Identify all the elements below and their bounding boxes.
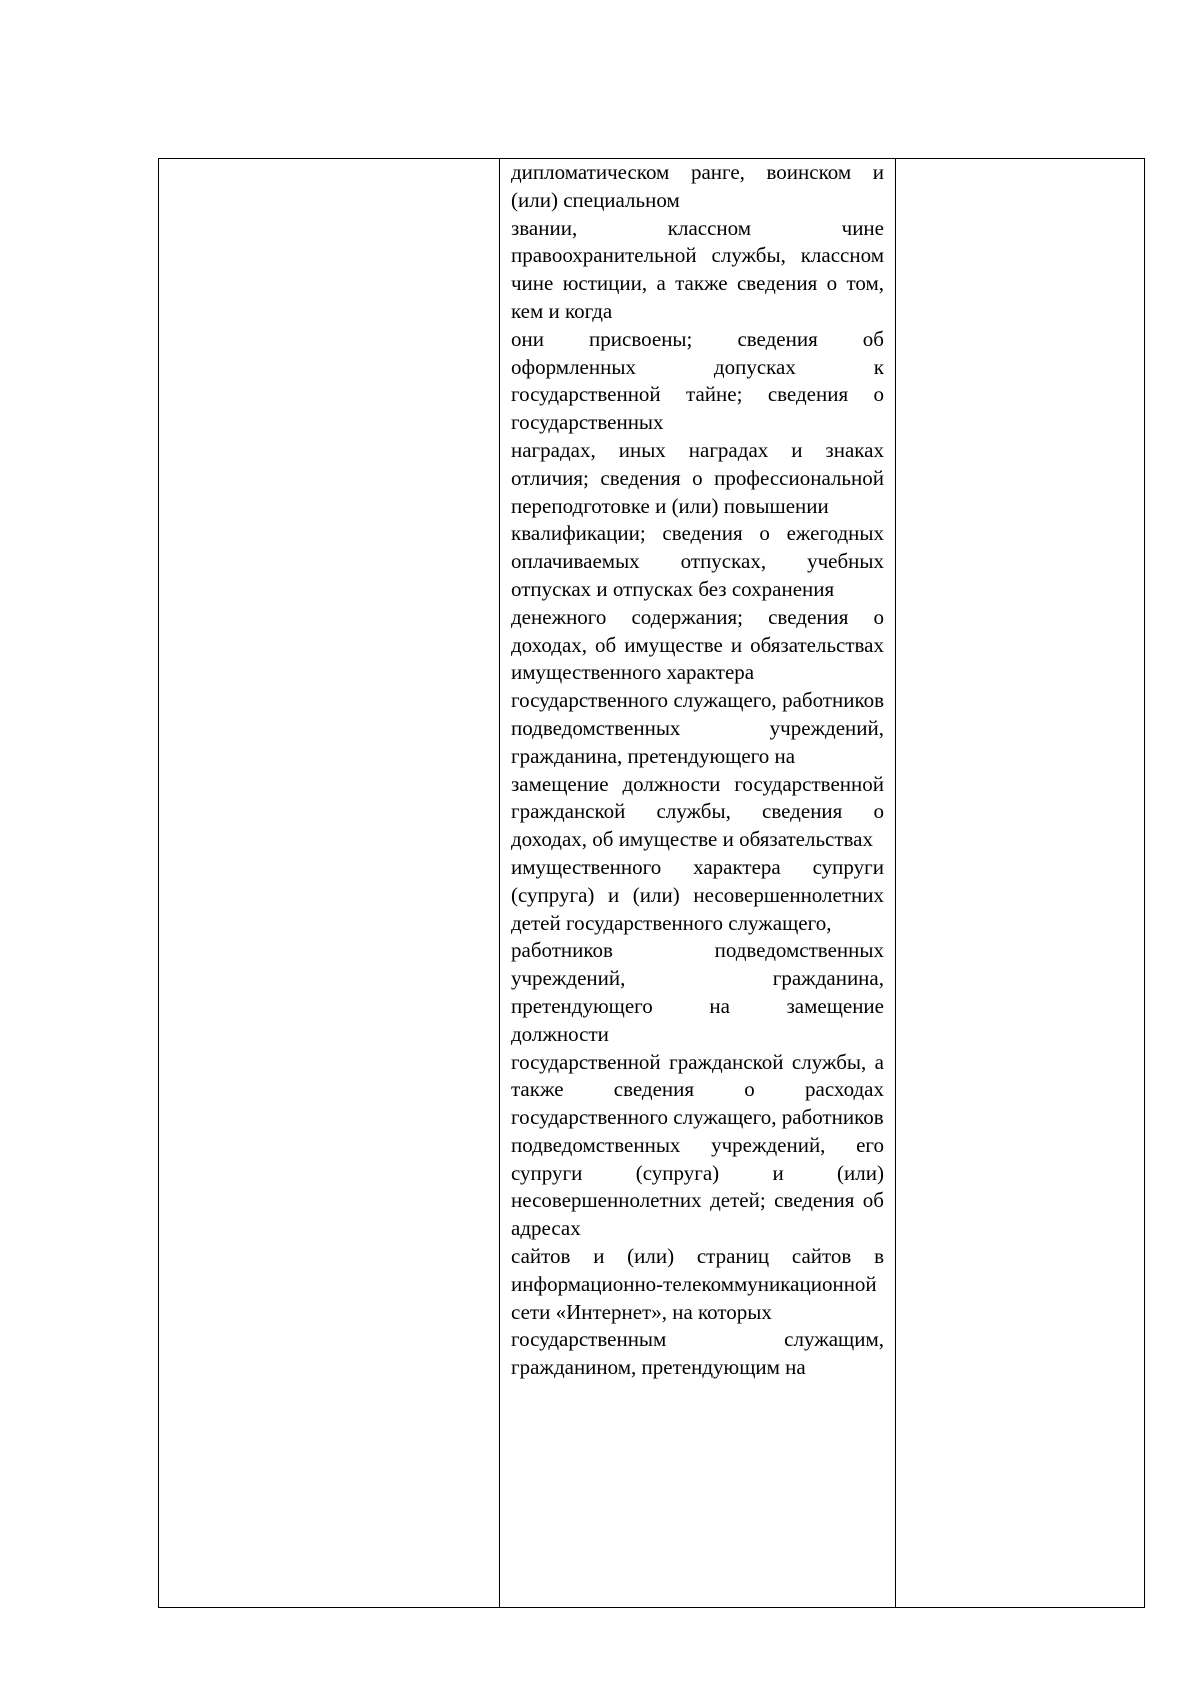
table — [158, 158, 1145, 1608]
column-divider — [499, 159, 500, 1607]
cell-paragraph: замещение должности государственной гражданской службы, сведения о доходах, об имуществе и обязательствах — [511, 771, 884, 852]
cell-paragraph: денежного содержания; сведения о доходах, об имуществе и обязательствах имущественного характера — [511, 604, 884, 685]
table-cell-left — [159, 159, 499, 1607]
cell-paragraph: они присвоены; сведения об оформленных допусках к государственной тайне; сведения о государственных — [511, 326, 884, 435]
cell-paragraph: государственным служащим, гражданином, претендующим на — [511, 1327, 884, 1380]
cell-paragraph: сайтов и (или) страниц сайтов в информационно-телекоммуникационной сети «Интернет», на которых — [511, 1244, 884, 1324]
cell-paragraph: имущественного характера супруги (супруга) и (или) несовершеннолетних детей государственного служащего, — [511, 854, 884, 935]
cell-paragraph: дипломатическом ранге, воинском и (или) специальном — [511, 160, 884, 212]
cell-paragraph: работников подведомственных учреждений, гражданина, претендующего на замещение должности — [511, 938, 884, 1046]
table-cell-right — [897, 159, 1144, 1607]
table-cell-middle — [511, 159, 884, 1607]
cell-paragraph: государственного служащего, работников подведомственных учреждений, гражданина, претендующего на — [511, 688, 884, 768]
cell-paragraph: наградах, иных наградах и знаках отличия; сведения о профессиональной переподготовке и (или) повышении — [511, 437, 884, 518]
column-divider — [895, 159, 896, 1607]
cell-paragraph: государственной гражданской службы, а также сведения о расходах государственного служащего, работников — [511, 1049, 884, 1130]
cell-paragraph: звании, классном чине правоохранительной службы, классном чине юстиции, а также сведения о том, кем и когда — [511, 215, 884, 323]
cell-paragraph: квалификации; сведения о ежегодных оплачиваемых отпусках, учебных отпусках и отпусках без сохранения — [511, 521, 884, 601]
cell-paragraph: подведомственных учреждений, его супруги (супруга) и (или) несовершеннолетних детей; сведения об адресах — [511, 1132, 884, 1241]
